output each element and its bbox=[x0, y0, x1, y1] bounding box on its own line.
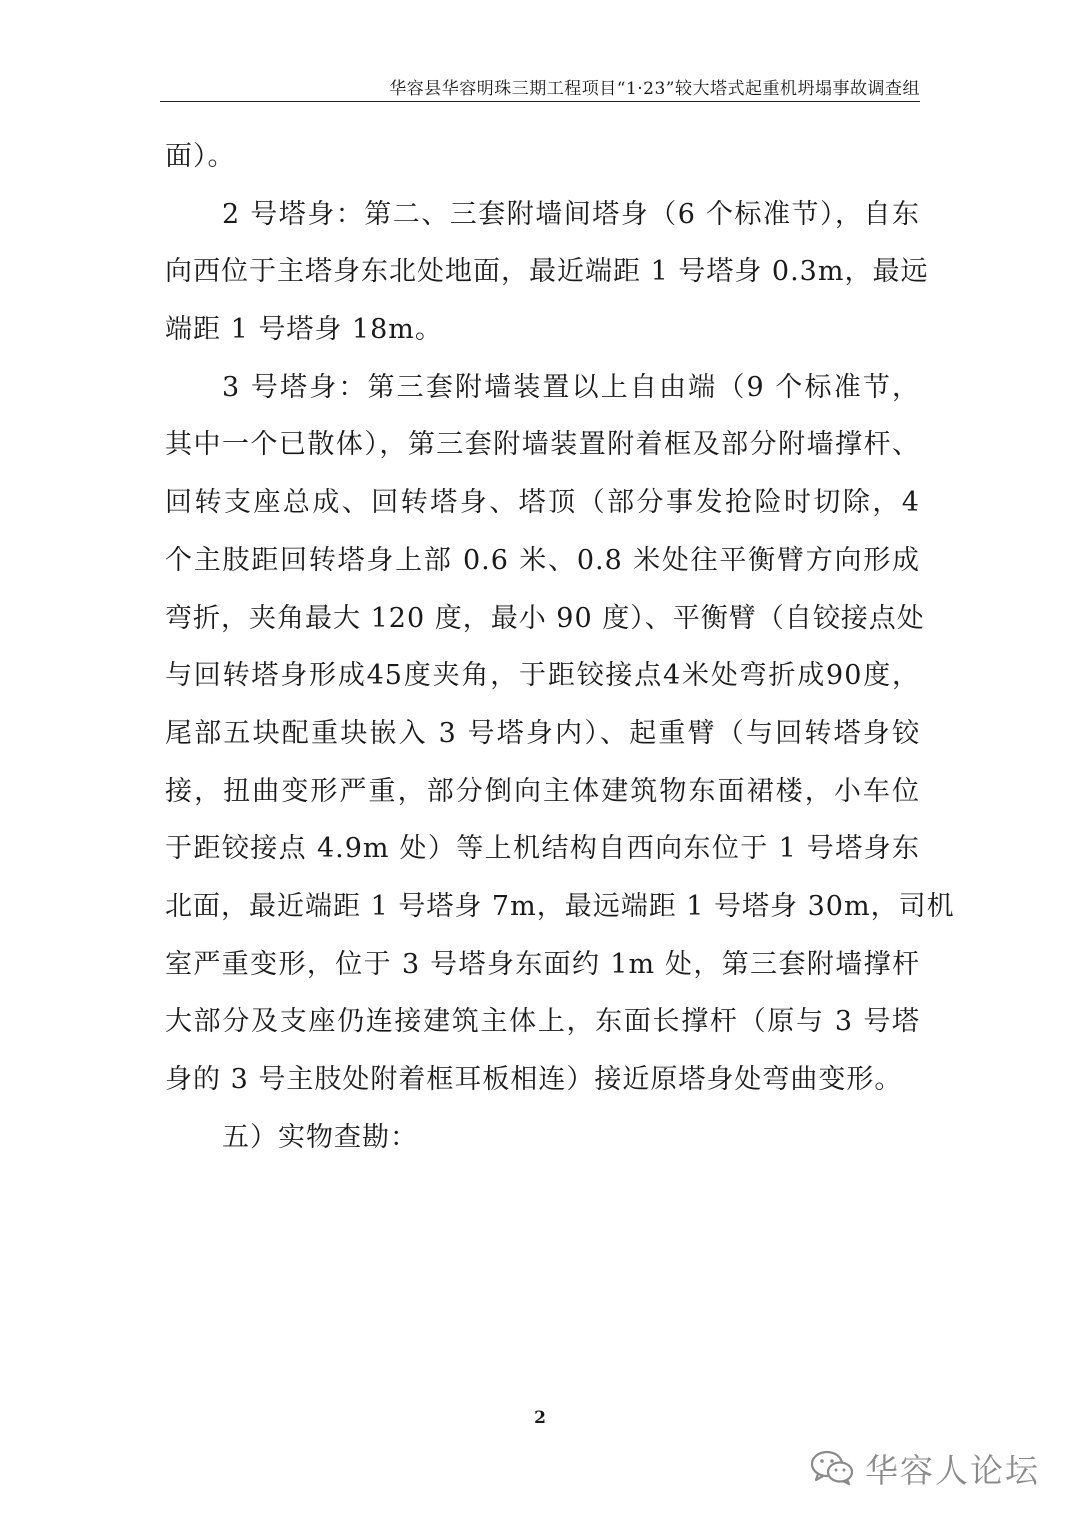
text-line: 向西位于主塔身东北处地面，最近端距 1 号塔身 0.3m，最远 bbox=[165, 256, 929, 288]
text-line: 3 号塔身：第三套附墙装置以上自由端（9 个标准节， bbox=[222, 371, 920, 403]
text-line: 面）。 bbox=[165, 141, 236, 172]
document-body bbox=[165, 128, 955, 1166]
text-line: 身的 3 号主肢处附着框耳板相连）接近原塔身处弯曲变形。 bbox=[165, 1064, 903, 1095]
text-line: 其中一个已散体），第三套附墙装置附着框及部分附墙撑杆、 bbox=[165, 429, 920, 461]
text-line: 与回转塔身形成45度夹角，于距铰接点4米处弯折成90度， bbox=[165, 660, 920, 692]
watermark bbox=[809, 1444, 1040, 1492]
wechat-icon bbox=[809, 1448, 855, 1488]
text-line: 接，扭曲变形严重，部分倒向主体建筑物东面裙楼，小车位 bbox=[165, 775, 920, 807]
text-line: 弯折，夹角最大 120 度，最小 90 度）、平衡臂（自铰接点处 bbox=[165, 602, 925, 634]
text-line: 于距铰接点 4.9m 处）等上机结构自西向东位于 1 号塔身东 bbox=[165, 833, 920, 865]
text-line: 端距 1 号塔身 18m。 bbox=[165, 314, 443, 346]
text-line: 北面，最近端距 1 号塔身 7m，最远端距 1 号塔身 30m，司机 bbox=[165, 890, 955, 922]
text-line: 回转支座总成、回转塔身、塔顶（部分事发抢险时切除，4 bbox=[165, 487, 920, 519]
text-line: 个主肢距回转塔身上部 0.6 米、0.8 米处往平衡臂方向形成 bbox=[165, 544, 920, 576]
text-line: 大部分及支座仍连接建筑主体上，东面长撑杆（原与 3 号塔 bbox=[165, 1006, 920, 1038]
text-line: 2 号塔身：第二、三套附墙间塔身（6 个标准节），自东 bbox=[222, 198, 920, 230]
text-line: 尾部五块配重块嵌入 3 号塔身内）、起重臂（与回转塔身铰 bbox=[165, 717, 920, 749]
watermark-text: 华容人论坛 bbox=[865, 1450, 1040, 1490]
header-rule bbox=[160, 101, 920, 102]
section-heading: 五）实物查勘： bbox=[222, 1121, 418, 1153]
running-header: 华容县华容明珠三期工程项目“1·23”较大塔式起重机坍塌事故调查组 bbox=[389, 79, 920, 99]
page-number: 2 bbox=[534, 1408, 546, 1428]
text-line: 室严重变形，位于 3 号塔身东面约 1m 处，第三套附墙撑杆 bbox=[165, 948, 920, 980]
